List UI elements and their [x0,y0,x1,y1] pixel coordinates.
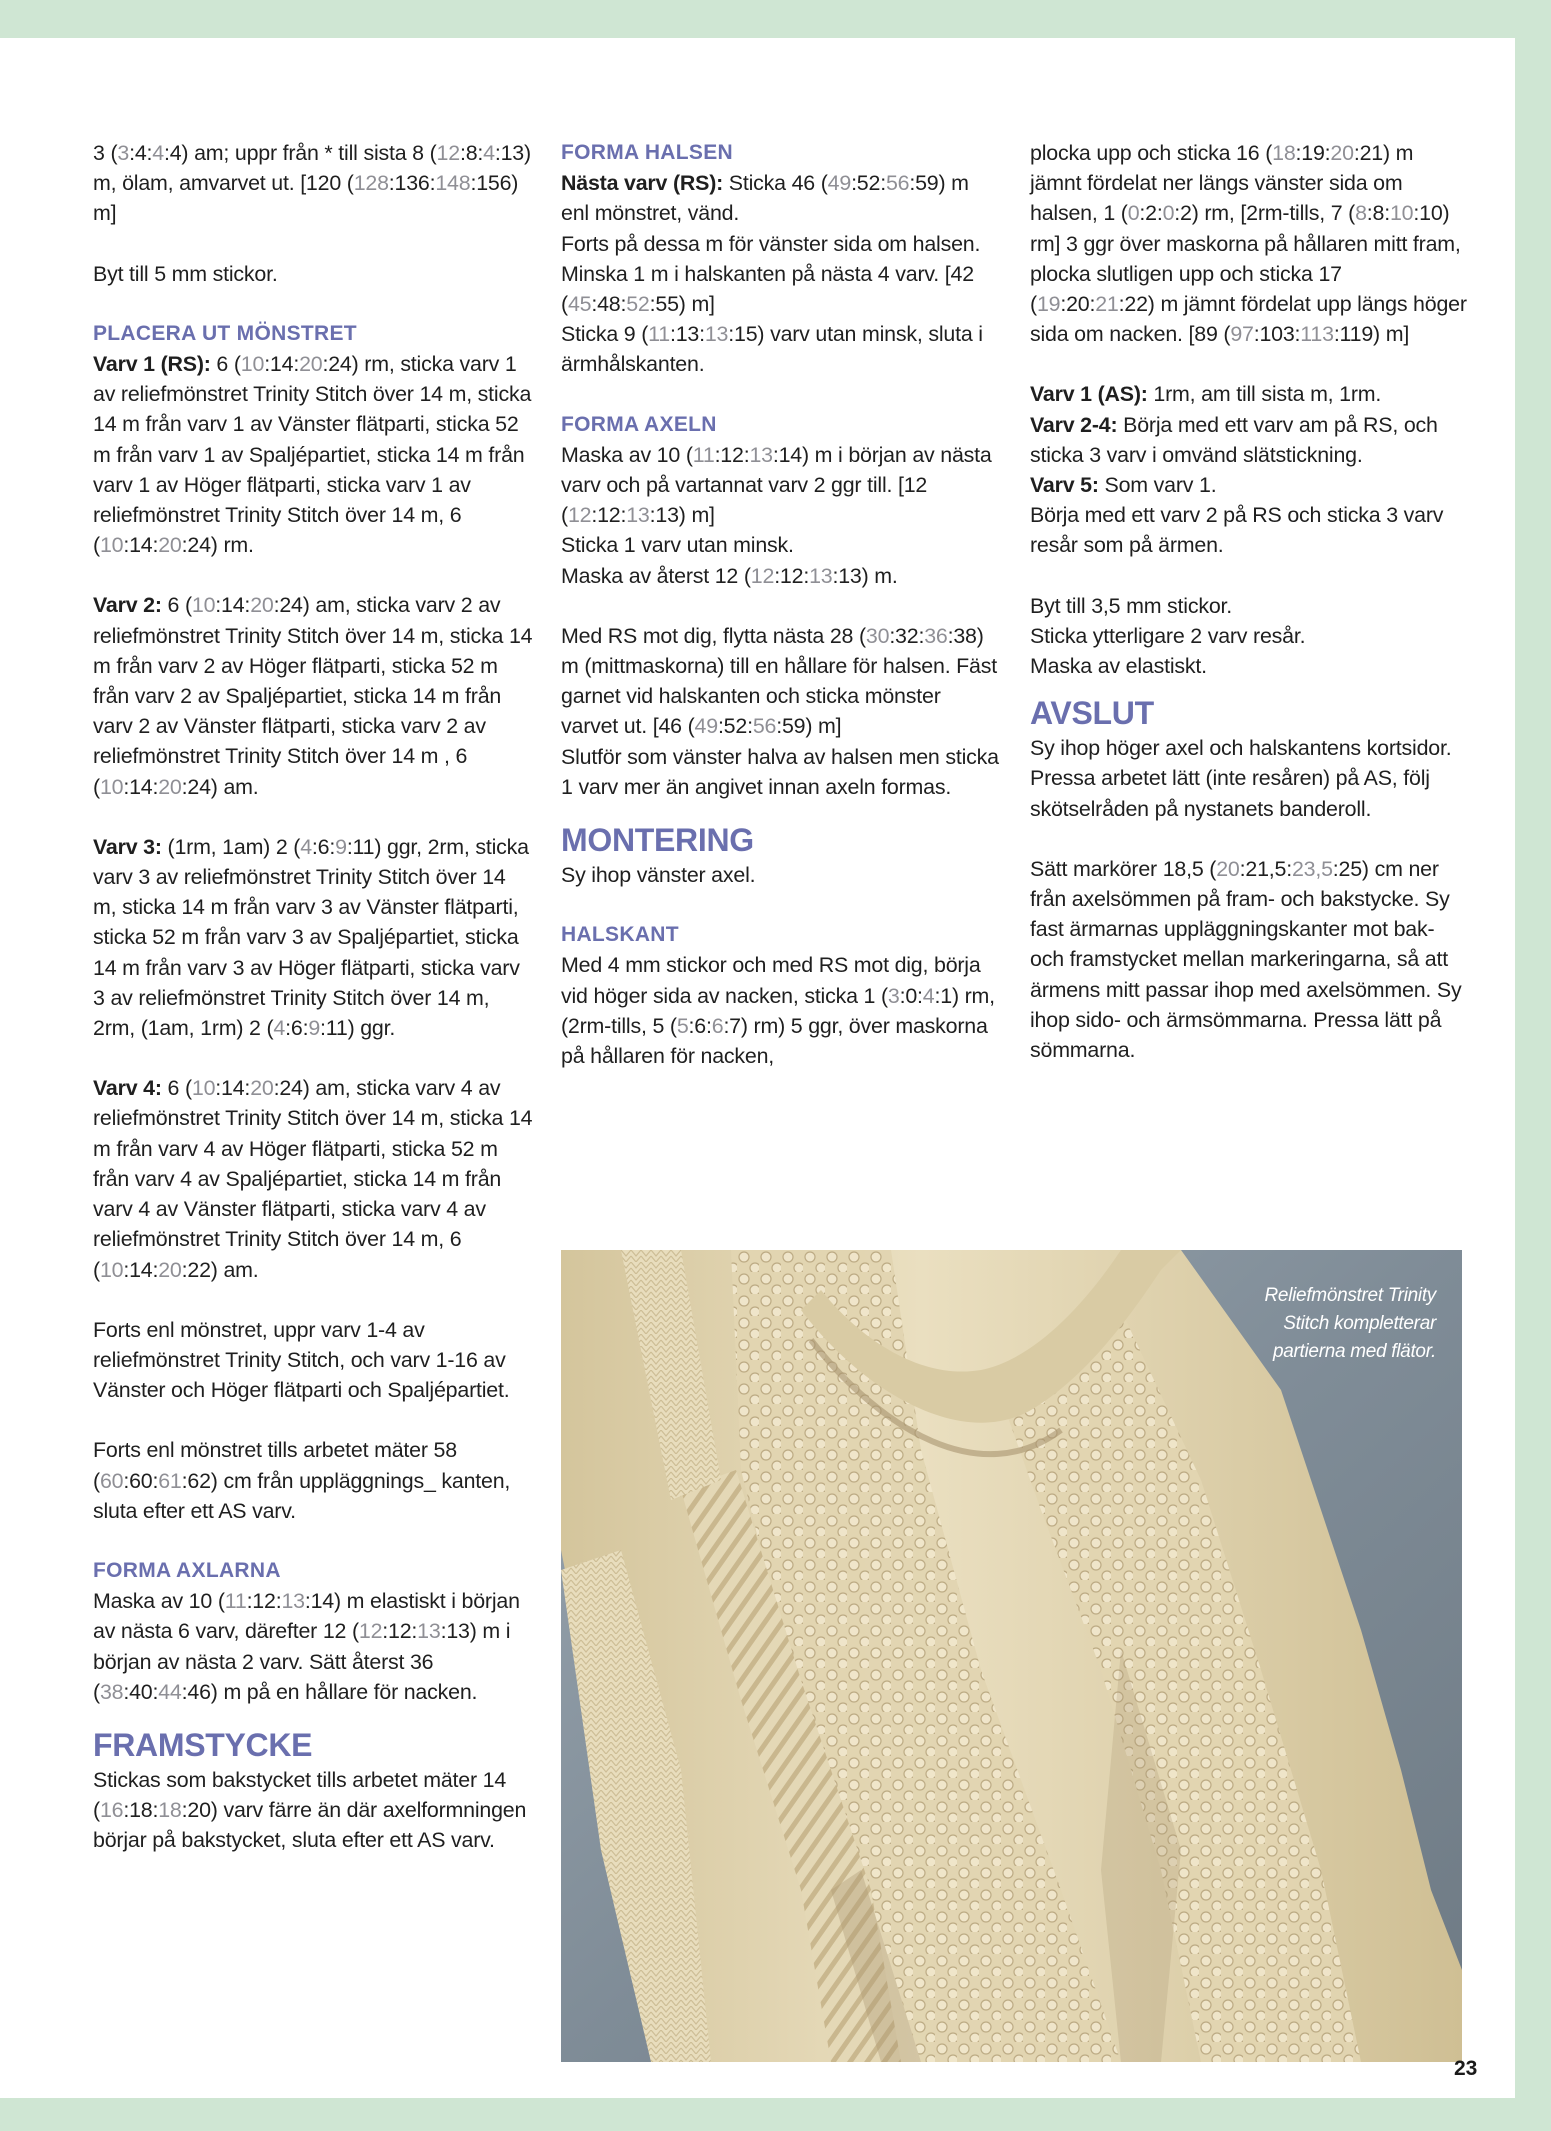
text-segment: :14: [215,1076,251,1101]
main-heading: AVSLUT [1030,695,1154,732]
paragraph: Forts på dessa m för vänster sida om halsen. [561,231,981,256]
row-label: Varv 3: [93,834,162,859]
size-variant: 3 [117,141,130,165]
page-number: 23 [1454,2057,1478,2080]
paragraph: Forts enl mönstret, uppr varv 1-4 av reliefmönstret Trinity Stitch, och varv 1-16 av Vänster och Höger flätparti och Spaljépartiet. [93,1317,510,1403]
text-segment: :14) m i början av nästa varv och på vartannat varv 2 ggr till. [12 ( [561,442,992,528]
knit-texture-illustration [561,1250,1462,2062]
text-segment: Stickas som bakstycket tills arbetet mäter 14 ( [93,1767,507,1823]
main-heading: MONTERING [561,822,754,859]
size-variant: 4 [483,141,495,165]
size-variant: 5 [676,1013,689,1038]
size-variant: 6 [711,1013,724,1038]
text-segment: :8: [459,141,484,165]
size-variant: 148 [435,171,471,196]
paragraph: Maska av elastiskt. [1030,654,1207,679]
size-variant: 19 [1036,292,1061,317]
text-segment: :11) ggr, 2rm, sticka varv 3 av reliefmönstret Trinity Stitch över 14 m, sticka 14 m från varv 3 av Vänster flätparti, sticka 52 m från varv 3 av Spaljépartiet, sticka 14 m från varv 3 av Höger flätparti, sticka varv 3 av reliefmönstret Trinity Stitch över 14 m, 2rm, (1am, 1rm) 2 ( [93,834,529,1041]
text-segment: :13) m. [832,563,898,588]
paragraph: Sy ihop vänster axel. [561,863,756,888]
row-label: Varv 2-4: [1030,412,1118,437]
photo-caption: Reliefmönstret Trinity Stitch kompletterar partierna med flätor. [1264,1285,1436,1362]
row-label: Varv 2: [93,593,162,618]
text-segment: :52: [717,714,753,739]
size-variant: 10 [99,1257,124,1282]
size-variant: 3 [887,983,900,1008]
text-segment: :59) m] [776,714,842,739]
text-segment: :14: [264,352,300,377]
paragraph [561,950,1001,1071]
size-variant: 18 [158,1798,182,1823]
text-segment: :24) am, sticka varv 4 av reliefmönstret Trinity Stitch över 14 m, sticka 14 m från varv 4 av Höger flätparti, sticka 52 m från varv 4 av Spaljépartiet, sticka 14 m från varv 4 av Vänster flätparti, sticka varv 4 av reliefmönstret Trinity Stitch över 14 m, 6 ( [93,1076,533,1282]
text-segment: :46) m på en hållare för nacken. [181,1679,478,1704]
text-segment: :48: [591,292,627,317]
paragraph [93,138,533,229]
paragraph [1030,410,1470,470]
paragraph [93,349,533,560]
paragraph [93,832,533,1043]
size-variant: 11 [648,322,670,347]
size-variant: 4 [300,834,312,859]
size-variant: 49 [694,714,718,739]
section-heading: FORMA AXLARNA [93,1558,281,1582]
text-segment: Forts enl mönstret tills arbetet mäter 58 ( [93,1438,457,1493]
text-segment: :14: [123,533,159,558]
size-variant: 113 [1300,322,1334,347]
paragraph [561,440,1001,531]
paragraph: Börja med ett varv 2 på RS och sticka 3 varv resår som på ärmen. [1030,503,1444,558]
paragraph [561,621,1001,742]
paragraph [1030,854,1470,1065]
size-variant: 12 [567,503,592,528]
paragraph [1030,379,1470,409]
text-segment: :8: [1366,201,1390,226]
text-segment: :19: [1295,141,1331,165]
size-variant: 9 [335,834,347,859]
size-variant: 10 [240,352,265,377]
text-segment: :24) am, sticka varv 2 av reliefmönstret Trinity Stitch över 14 m, sticka 14 m från varv 2 av Höger flätparti, sticka 52 m från varv 2 av Spaljépartiet, sticka 14 m från varv 2 av Vänster flätparti, sticka varv 2 av reliefmönstret Trinity Stitch över 14 m , 6 ( [93,593,533,799]
paragraph: Byt till 3,5 mm stickor. [1030,593,1233,618]
size-variant: 23,5 [1291,856,1333,881]
text-segment: :60: [123,1468,159,1493]
size-variant: 13 [749,442,773,467]
size-variant: 10 [1389,201,1414,226]
size-variant: 11 [692,442,715,467]
text-segment: :13) m i början av nästa 2 varv. Sätt återst 36 ( [93,1619,511,1704]
size-variant: 13 [417,1619,441,1644]
paragraph [93,590,533,801]
size-variant: 36 [924,623,948,648]
size-variant: 10 [191,1076,216,1101]
text-segment: :15) varv utan minsk, sluta i ärmhålskanten. [561,322,983,377]
text-segment: :2) rm, [2rm-tills, 7 ( [1174,201,1356,226]
size-variant: 20 [1330,141,1354,165]
size-variant: 12 [436,141,460,165]
text-segment: :12: [382,1619,418,1644]
text-segment: Sticka 9 ( [561,322,649,347]
text-segment: Sätt markörer 18,5 ( [1030,856,1217,881]
paragraph [1030,470,1470,500]
text-segment: Maska av 10 ( [561,442,693,467]
text-segment: :22) m jämnt fördelat upp längs höger sida om nacken. [89 ( [1030,292,1467,347]
paragraph [1030,138,1470,349]
size-variant: 44 [158,1679,182,1704]
paragraph [561,259,1001,319]
size-variant: 13 [626,503,650,528]
text-segment: :38) m (mittmaskorna) till en hållare för halsen. Fäst garnet vid halskanten och sticka mönster varvet ut. [46 ( [561,623,997,739]
text-segment: :4: [129,141,153,165]
text-segment: :136: [388,171,436,196]
size-variant: 49 [827,171,852,196]
text-segment: 6 ( [161,1076,192,1101]
main-heading: FRAMSTYCKE [93,1726,313,1763]
section-heading: HALSKANT [561,923,679,947]
size-variant: 18 [1272,141,1296,165]
text-segment: :24) am. [181,774,259,799]
text-segment: Maska av återst 12 ( [561,563,751,588]
size-variant: 13 [281,1589,305,1614]
row-text [93,352,531,557]
section-heading: FORMA AXELN [561,412,717,436]
size-variant: 45 [567,292,592,317]
paragraph [93,1073,533,1284]
text-segment: :14: [123,1257,159,1282]
size-variant: 12 [750,563,775,588]
size-variant: 12 [358,1619,383,1644]
column-3 [1030,138,1470,1065]
text-segment: :2: [1139,201,1163,226]
paragraph [93,1765,533,1856]
size-variant: 8 [1355,201,1367,226]
text-segment: :4) am; uppr från * till sista 8 ( [163,141,437,165]
paragraph: Sticka 1 varv utan minsk. [561,533,794,558]
text-segment: Med 4 mm stickor och med RS mot dig, börja vid höger sida av nacken, sticka 1 ( [561,953,981,1008]
text-segment: :32: [889,623,925,648]
size-variant: 20 [299,352,323,377]
size-variant: 0 [1162,201,1175,226]
text-segment: :6: [688,1013,712,1038]
text-segment: :103: [1253,322,1301,347]
text-segment: :52: [851,171,886,196]
size-variant: 4 [152,141,164,165]
paragraph: Sticka ytterligare 2 varv resår. [1030,623,1306,648]
size-variant: 9 [308,1016,321,1041]
size-variant: 20 [158,774,182,799]
row-text: Börja med ett varv am på RS, och sticka 3 varv i omvänd slätstickning. [1030,412,1438,467]
text-segment: 3 ( [93,141,118,165]
text-segment: :40: [123,1679,159,1704]
text-segment: :59) m enl mönstret, vänd. [561,171,969,226]
size-variant: 0 [1127,201,1140,226]
size-variant: 20 [250,593,274,618]
text-segment: :21) m jämnt fördelat ner längs vänster sida om halsen, 1 ( [1030,141,1414,226]
text-segment: :14: [123,774,159,799]
size-variant: 56 [885,171,910,196]
text-segment: :62) cm från uppläggnings_ kanten, sluta efter ett AS varv. [93,1468,511,1523]
size-variant: 38 [99,1679,124,1704]
text-segment: Minska 1 m i halskanten på nästa 4 varv. [42 ( [561,261,974,317]
section-heading: PLACERA UT MÖNSTRET [93,321,357,345]
text-segment: (1rm, 1am) 2 ( [161,834,301,859]
size-variant: 56 [752,714,777,739]
size-variant: 20 [250,1076,274,1101]
size-variant: 20 [158,1257,182,1282]
text-segment: plocka upp och sticka 16 ( [1030,141,1273,165]
row-label: Nästa varv (RS): [561,171,724,196]
text-segment: :12: [246,1589,282,1614]
column-1 [93,138,533,1856]
text-segment: :18: [123,1798,159,1823]
text-segment: :119) m] [1333,322,1410,347]
row-text [93,1076,532,1281]
size-variant: 10 [99,533,124,558]
row-label: Varv 5: [1030,473,1099,498]
page [0,38,1515,2098]
text-segment: :13: [669,322,705,347]
size-variant: 11 [224,1589,247,1614]
paragraph: Slutför som vänster halva av halsen men sticka 1 varv mer än angivet innan axeln formas. [561,744,999,799]
text-segment: :0: [899,983,923,1008]
size-variant: 97 [1230,322,1254,347]
paragraph [561,561,1001,591]
text-segment: :12: [774,563,810,588]
text-segment: :12: [591,503,627,528]
row-label: Varv 1 (RS): [93,352,211,377]
text-segment: :14) m elastiskt i början av nästa 6 varv, därefter 12 ( [93,1589,520,1644]
text-segment: Sticka 46 ( [723,171,828,196]
text-segment: :24) rm, sticka varv 1 av reliefmönstret Trinity Stitch över 14 m, sticka 14 m från varv 1 av Vänster flätparti, sticka 52 m från varv 1 av Spaljépartiet, sticka 14 m från varv 1 av Höger flätparti, sticka varv 1 av reliefmönstret Trinity Stitch över 14 m, 6 ( [93,352,532,558]
size-variant: 61 [158,1468,182,1493]
paragraph [561,319,1001,379]
row-text [93,835,529,1040]
column-2 [561,138,1001,1071]
row-label: Varv 1 (AS): [1030,382,1148,407]
size-variant: 13 [704,322,729,347]
text-segment: :1) rm, (2rm-tills, 5 ( [561,983,995,1038]
text-segment: :14: [215,593,251,618]
size-variant: 128 [353,171,389,196]
size-variant: 4 [922,983,935,1008]
row-text [93,593,532,798]
paragraph [93,1586,533,1707]
size-variant: 10 [191,593,216,618]
size-variant: 4 [273,1016,286,1041]
text-segment: :11) ggr. [320,1016,396,1041]
sweater-photo [561,1250,1462,2062]
size-variant: 16 [99,1798,124,1823]
text-segment: :25) cm ner från axelsömmen på fram- och bakstycke. Sy fast ärmarnas uppläggningskanter mot bak- och framstycket mellan markeringarna, så att ärmens mitt passar ihop med axelsömmen. Sy ihop sido- och ärmsömmarna. Pressa lätt på sömmarna. [1030,856,1462,1063]
text-segment: :22) am. [181,1257,259,1282]
paragraph: Byt till 5 mm stickor. [93,261,278,286]
text-segment: :21,5: [1239,856,1292,881]
size-variant: 30 [865,623,890,648]
text-segment: :24) rm. [181,533,254,558]
text-segment: :55) m] [649,292,715,317]
size-variant: 60 [99,1468,124,1493]
text-segment: 6 ( [161,593,192,618]
size-variant: 20 [158,533,182,558]
text-segment: :10) rm] 3 ggr över maskorna på hållaren mitt fram, plocka slutligen upp och sticka 17 ( [1030,201,1461,317]
paragraph [93,1435,533,1526]
text-segment: :12: [714,442,750,467]
text-segment: :13) m] [649,503,715,528]
row-text: Som varv 1. [1098,473,1217,498]
row-label: Varv 4: [93,1076,162,1101]
paragraph: Sy ihop höger axel och halskantens kortsidor. Pressa arbetet lätt (inte resåren) på AS, följ skötselråden på nystanets banderoll. [1030,736,1452,821]
section-heading: FORMA HALSEN [561,141,733,164]
text-segment: :7) rm) 5 ggr, över maskorna på hållaren för nacken, [561,1013,988,1069]
paragraph [561,168,1001,228]
size-variant: 20 [1216,856,1240,881]
text-segment: 6 ( [210,352,241,377]
text-segment: Maska av 10 ( [93,1589,225,1614]
size-variant: 13 [809,563,833,588]
size-variant: 52 [626,292,650,317]
text-segment: :20) varv färre än där axelformningen börjar på bakstycket, sluta efter ett AS varv. [93,1798,527,1853]
text-segment: :6: [311,834,336,859]
text-segment: :20: [1060,292,1096,317]
text-segment: :13) m, ölam, amvarvet ut. [120 ( [93,141,531,196]
row-text: 1rm, am till sista m, 1rm. [1147,382,1382,407]
size-variant: 10 [99,774,124,799]
text-segment: Med RS mot dig, flytta nästa 28 ( [561,623,866,648]
text-segment: :6: [285,1016,309,1041]
size-variant: 21 [1095,292,1119,317]
text-segment: :156) m] [93,171,519,226]
